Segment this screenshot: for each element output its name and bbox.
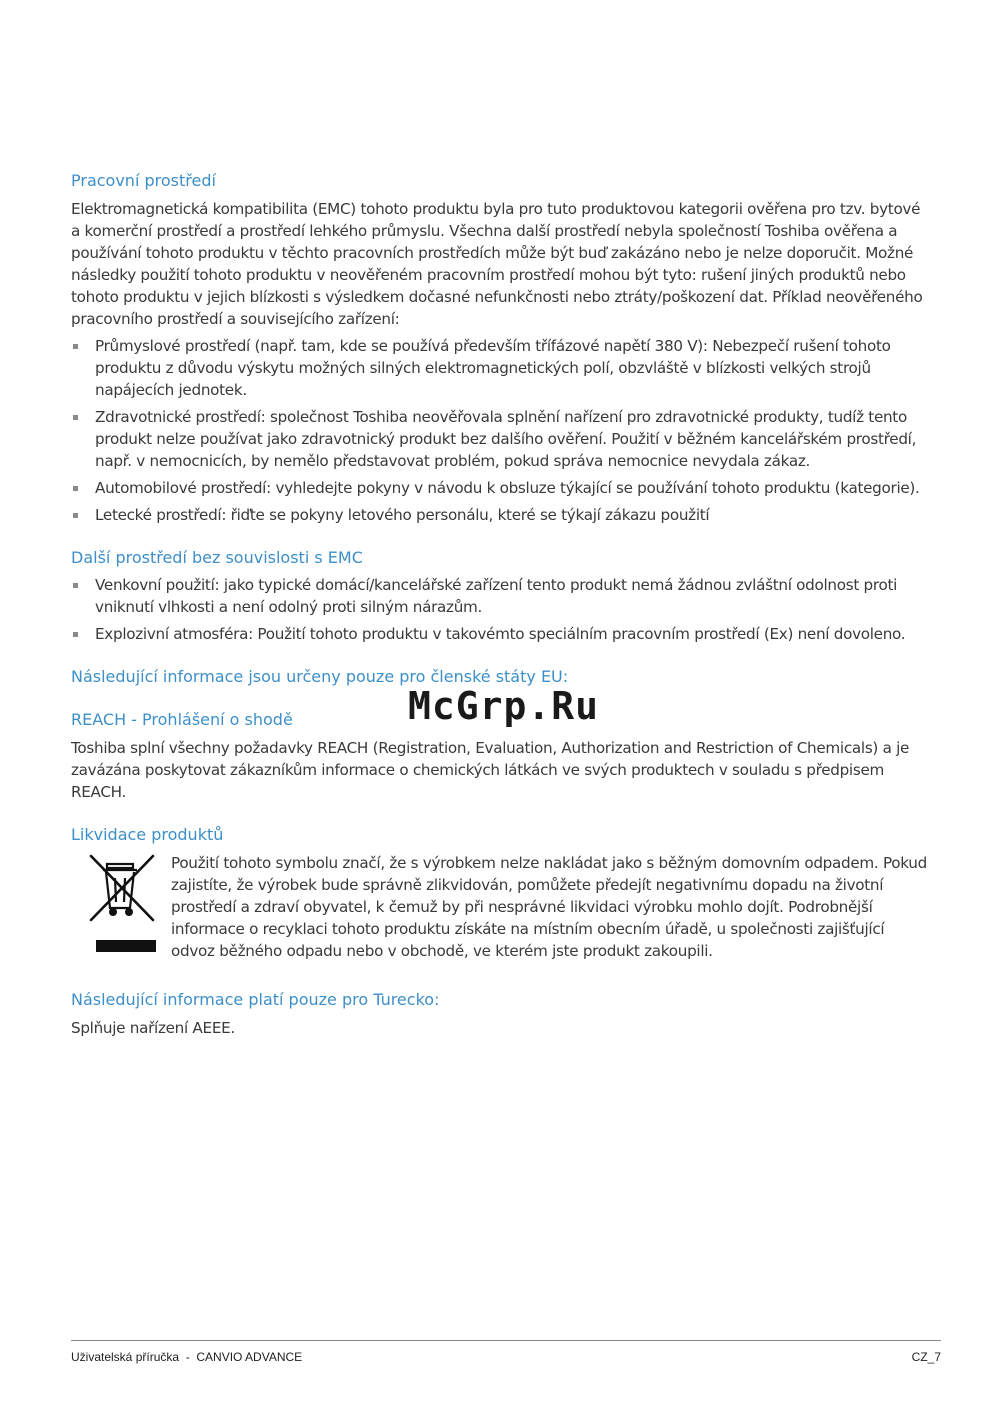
bullet-icon	[73, 415, 78, 420]
list-item: Zdravotnické prostředí: společnost Toshiba neověřovala splnění nařízení pro zdravotnické produkty, tudíž tento produkt nelze používat jako zdravotnický produkt bez dalšího ověření. Použití v běžném kancelářském prostředí, např. v nemocnicích, by nemělo představovat problém, pokud správa nemocnice nevydala zákaz.	[71, 406, 929, 472]
list-item: Průmyslové prostředí (např. tam, kde se používá především třífázové napětí 380 V): Nebezpečí rušení tohoto produktu z důvodu výskytu možných silných elektromagnetických polí, obzvláště v blízkosti velkých strojů napájecích jednotek.	[71, 335, 929, 401]
bullet-icon	[73, 486, 78, 491]
bullet-icon	[73, 632, 78, 637]
bullet-icon	[73, 344, 78, 349]
page-number: CZ_7	[911, 1350, 941, 1364]
turkey-body: Splňuje nařízení AEEE.	[71, 1019, 235, 1037]
work-env-list	[71, 335, 929, 526]
heading-turkey: Následující informace platí pouze pro Turecko:	[71, 990, 440, 1009]
watermark: McGrp.Ru	[408, 684, 600, 728]
footer-title: Uživatelská příručka - CANVIO ADVANCE	[71, 1350, 303, 1364]
disposal-body: Použití tohoto symbolu značí, že s výrobkem nelze nakládat jako s běžným domovním odpadem. Pokud zajistíte, že výrobek bude správně zlikvidován, pomůžete předejít negativnímu dopadu na životní prostředí a zdraví obyvatel, k čemuž by při nesprávné likvidaci výrobku mohlo dojít. Podrobnější informace o recyklaci tohoto produktu získáte na místním obecním úřadě, u společnosti zajišťující odvoz běžného odpadu nebo v obchodě, ve kterém jste produkt zakoupili.	[171, 854, 927, 960]
weee-bin-icon	[71, 852, 171, 962]
heading-other-env: Další prostředí bez souvislosti s EMC	[71, 548, 363, 567]
bullet-icon	[73, 583, 78, 588]
heading-eu: Následující informace jsou určeny pouze pro členské státy EU:	[71, 667, 569, 686]
list-item: Explozivní atmosféra: Použití tohoto produktu v takovémto speciálním pracovním prostředí (Ex) není dovoleno.	[71, 623, 929, 645]
footer	[71, 1340, 941, 1364]
heading-work-env: Pracovní prostředí	[71, 171, 216, 190]
list-item: Automobilové prostředí: vyhledejte pokyny v návodu k obsluze týkající se používání tohoto produktu (kategorie).	[71, 477, 929, 499]
bullet-icon	[73, 513, 78, 518]
page-content	[71, 170, 929, 1039]
heading-reach: REACH - Prohlášení o shodě	[71, 710, 293, 729]
reach-body: Toshiba splní všechny požadavky REACH (Registration, Evaluation, Authorization and Restriction of Chemicals) a je zavázána poskytovat zákazníkům informace o chemických látkách ve svých produktech v souladu s předpisem REACH.	[71, 739, 910, 801]
heading-disposal: Likvidace produktů	[71, 825, 224, 844]
list-item: Venkovní použití: jako typické domácí/kancelářské zařízení tento produkt nemá žádnou zvláštní odolnost proti vniknutí vlhkosti a není odolný proti silným nárazům.	[71, 574, 929, 618]
disposal-block	[71, 852, 929, 962]
list-item: Letecké prostředí: řiďte se pokyny letového personálu, které se týkají zákazu použití	[71, 504, 929, 526]
work-env-body: Elektromagnetická kompatibilita (EMC) tohoto produktu byla pro tuto produktovou kategorii ověřena pro tzv. bytové a komerční prostředí a prostředí lehkého průmyslu. Všechna další prostředí nebyla společností Toshiba ověřena a používání tohoto produktu v těchto pracovních prostředích může být buď zakázáno nebo je nelze doporučit. Možné následky použití tohoto produktu v neověřeném pracovním prostředí mohou být tyto: rušení jiných produktů nebo tohoto produktu v jejich blízkosti s výsledkem dočasné nefunkčnosti nebo ztráty/poškození dat. Příklad neověřeného pracovního prostředí a souvisejícího zařízení:	[71, 200, 923, 328]
other-env-list	[71, 574, 929, 645]
